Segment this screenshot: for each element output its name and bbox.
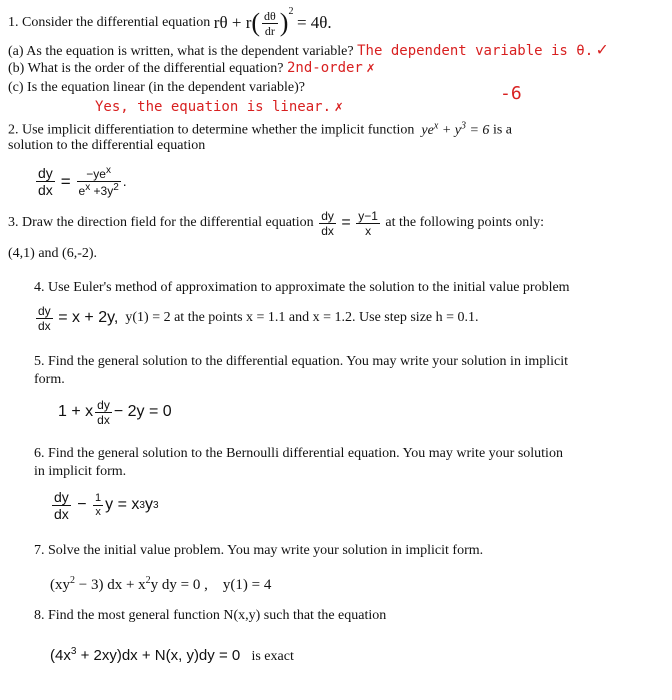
q1-paren-open: ( [251,8,261,38]
q7-eq-a: (xy [50,577,70,593]
q8-eq [50,647,240,664]
q3-dy: dy [321,209,334,223]
q1-part-c [8,80,305,96]
q6-one-over-x [93,493,103,518]
q1-c-cross-icon: ✗ [334,99,343,115]
q4-dy: dy [38,304,51,318]
q4-rest: y(1) = 2 at the points x = 1.1 and x = 1.2. Use step size h = 0.1. [125,310,479,326]
q1-part-b [8,60,375,77]
q7-condition: y(1) = 4 [222,577,272,593]
q4-dx: dx [38,319,51,333]
q7-exp2: 2 [145,575,151,586]
q1-b-cross-icon: ✗ [366,60,375,76]
q1-c-answer: Yes, the equation is linear. [95,99,332,115]
q2-implicit-exp2: 3 [460,120,466,131]
q2-line1 [8,120,512,139]
q1-score: -6 [500,83,522,104]
q6-y: y [144,496,153,514]
q5-line2: form. [34,372,65,387]
q8-post: is exact [251,649,294,664]
q2-rhs-fraction [77,166,121,197]
q3-line1 [8,210,544,237]
q3-den: x [365,224,372,238]
q2-den-exp: x [85,182,91,193]
q3-dx: dx [321,224,334,238]
q7-exp1: 2 [70,575,75,586]
q5-line1: 5. Find the general solution to the differential equation. You may write your solution in implicit [34,354,569,369]
q5-dy: dy [97,398,110,412]
q7-equation [50,575,271,594]
q2-den-rest: +3y [90,184,114,198]
q2-equation [34,166,127,197]
q1-c-text: (c) Is the equation linear (in the dependent variable)? [8,80,305,95]
q4-dydx [36,305,53,332]
q2-den-base: e [78,184,86,198]
q6-one: 1 [95,492,102,504]
q7-eq-c: y dy = 0 , [150,577,208,593]
q8-eq-b: + 2xy)dx + N(x, y)dy = 0 [76,647,241,664]
q1-exp: 2 [288,6,294,17]
q3-pre: 3. Draw the direction field for the differential equation [8,215,314,231]
q1-a-check-icon: ✓ [596,39,608,60]
q2-end: . [122,173,127,190]
q1-b-answer: 2nd-order [287,60,363,76]
q5-dx: dx [97,413,110,427]
q1-frac-num: dθ [264,8,276,23]
q2-den-exp2: 2 [113,182,119,193]
q2-implicit-b: + y [438,122,461,138]
q2-dy: dy [38,165,53,181]
q1-c-handwriting [95,99,343,116]
q3-equals: = [341,214,351,232]
q6-exp1: 3 [139,499,145,511]
q4-eq: = x + 2y, [58,309,119,327]
q1-intro: 1. Consider the differential equation [8,14,211,30]
q8-equation [50,646,294,665]
q7-eq-b: − 3) dx + x [75,577,146,593]
q6-line1: 6. Find the general solution to the Bernoulli differential equation. You may write your solution [34,446,563,461]
q2-implicit-fn [421,120,490,138]
q3-num: y−1 [358,209,378,223]
q2-rhs-den [77,182,121,197]
q1-eq-lhs: rθ + r [213,13,252,33]
q2-line2: solution to the differential equation [8,138,206,153]
q6-dy: dy [54,489,69,505]
q1-eq-rhs: = 4θ. [296,13,332,33]
q1-b-text: (b) What is the order of the differential equation? [8,61,284,76]
q4-line1: 4. Use Euler's method of approximation to approximate the solution to the initial value problem [34,280,570,295]
q8-exp1: 3 [70,646,77,657]
q2-line1-text: 2. Use implicit differentiation to determine whether the implicit function [8,122,415,138]
q1-fraction [262,10,278,37]
q1-frac-den: dr [264,23,275,38]
q2-implicit-end: = 6 [465,122,490,138]
q8-eq-a: (4x [50,647,71,664]
q6-equation [50,490,159,521]
q6-post: y = x [105,496,140,514]
q6-line2: in implicit form. [34,464,127,479]
q2-line1-post: is a [489,122,512,138]
q1-a-text: (a) As the equation is written, what is the dependent variable? [8,44,354,59]
q1-part-a [8,40,607,61]
q6-dx: dx [54,506,69,522]
q2-equals: = [60,171,71,191]
q5-pre: 1 + x [58,403,94,421]
q8-line1: 8. Find the most general function N(x,y) such that the equation [34,608,387,623]
q2-implicit-a: ye [421,122,434,138]
q6-minus: − [77,496,87,514]
q1-paren-close: ) [279,8,289,38]
q5-equation [58,399,172,426]
q2-dydx [36,166,55,197]
q6-exp2: 3 [152,499,159,511]
q3-post: at the following points only: [385,215,545,231]
q6-dydx [52,490,71,521]
q2-rhs-num [77,166,121,182]
q5-dydx [95,399,112,426]
q4-equation [34,305,479,332]
q2-num-exp: x [105,165,111,176]
q5-post: − 2y = 0 [113,403,172,421]
q7-line1: 7. Solve the initial value problem. You may write your solution in implicit form. [34,543,484,558]
q2-dx: dx [38,182,53,198]
q1-statement [8,8,332,38]
q2-implicit-exp: x [433,120,439,131]
q1-a-answer: The dependent variable is θ. [357,43,594,59]
q6-x: x [95,506,101,518]
q3-points: (4,1) and (6,-2). [8,246,98,261]
q3-rhs-fraction [356,210,380,237]
q2-num-base: −ye [86,167,106,181]
q3-dydx [319,210,336,237]
